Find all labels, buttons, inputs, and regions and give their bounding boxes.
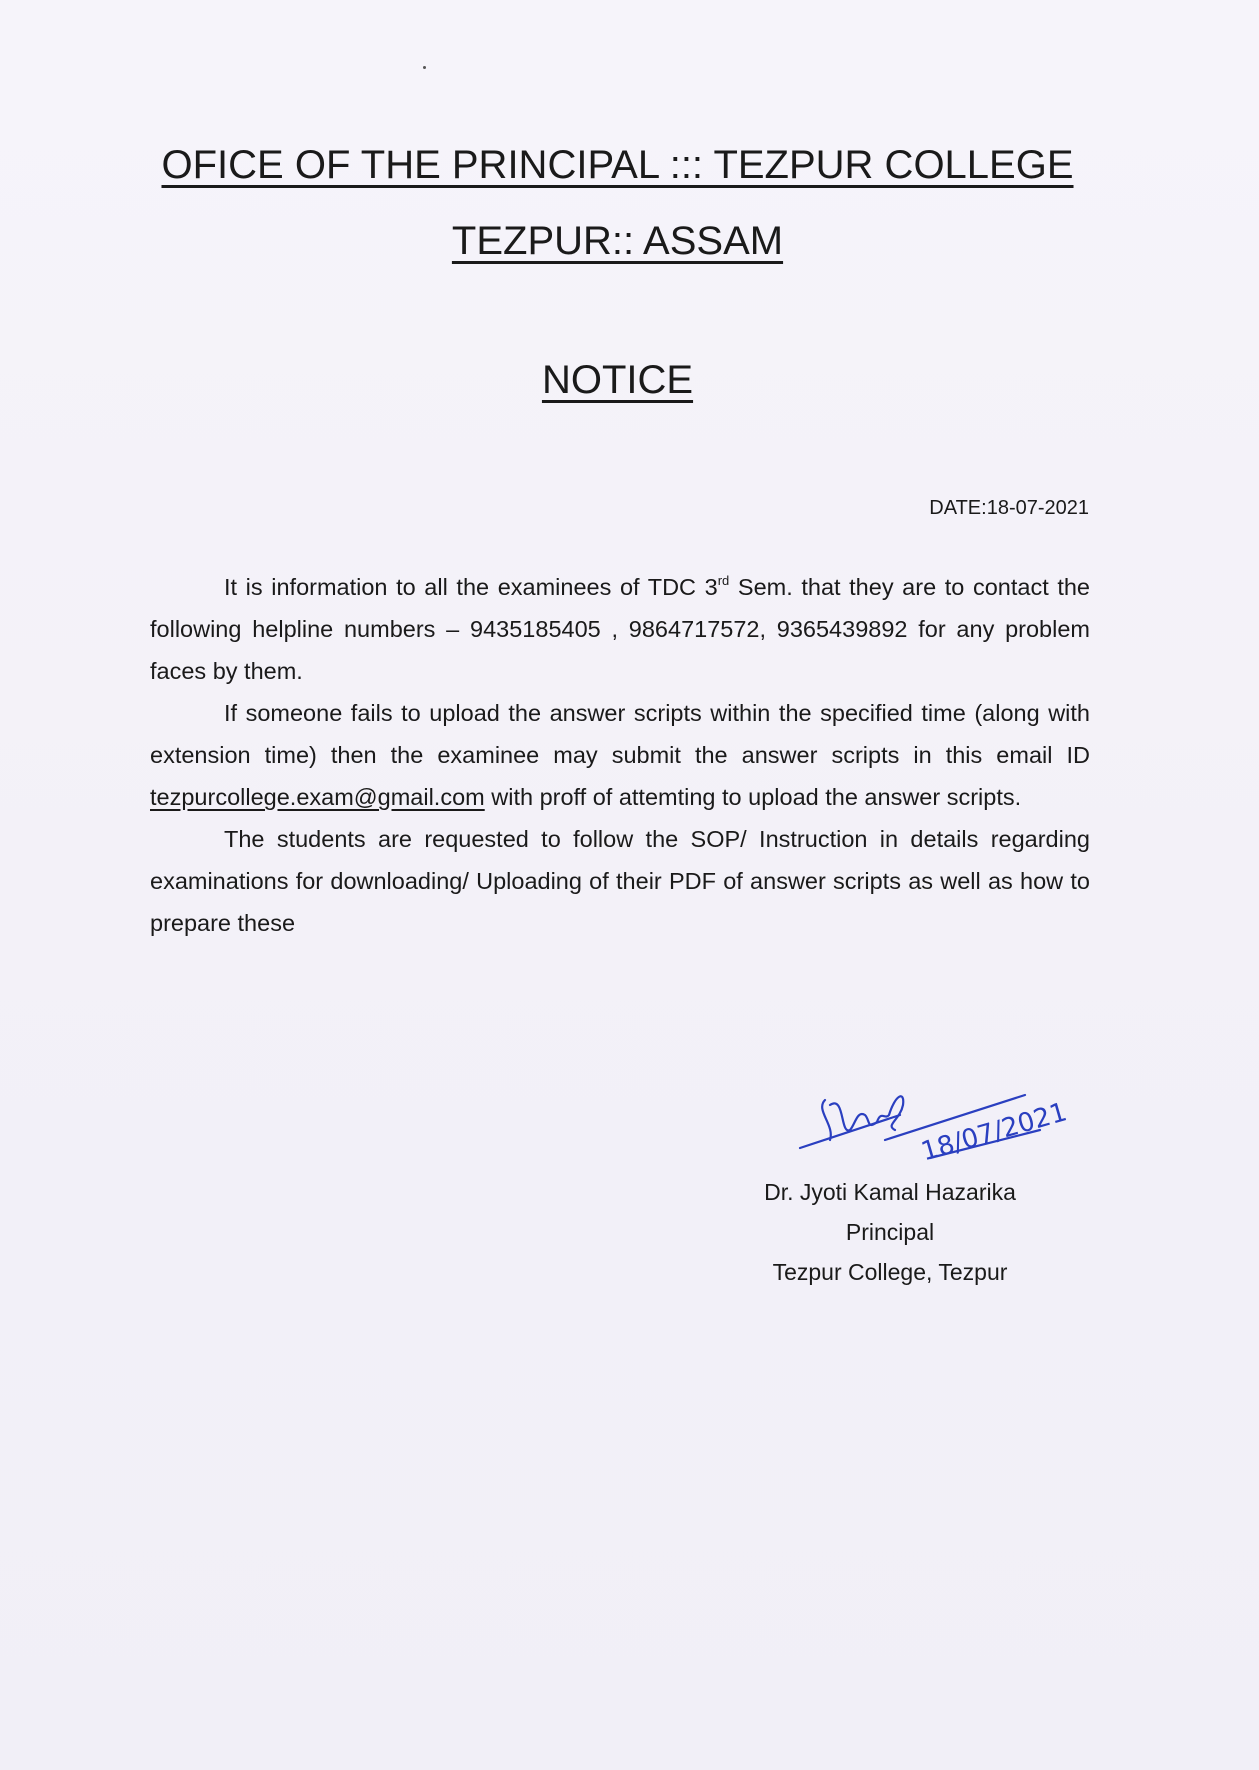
paragraph-text: with proff of attemting to upload the answer scripts.: [484, 784, 1022, 810]
header-line-2: TEZPUR:: ASSAM: [451, 219, 784, 263]
paragraph-email: [150, 692, 1090, 818]
paragraph-text: It is information to all the examinees of TDC 3: [224, 574, 718, 600]
header-line-1: OFICE OF THE PRINCIPAL ::: TEZPUR COLLEGE: [161, 143, 1074, 187]
scan-speck: [423, 66, 426, 69]
handwritten-signature: [785, 1070, 1071, 1180]
paragraph-text: If someone fails to upload the answer scripts within the specified time (along with extension time) then the examinee may submit the answer scripts in this email ID: [150, 700, 1090, 768]
notice-body: [150, 566, 1090, 944]
signatory-name: Dr. Jyoti Kamal Hazarika: [764, 1179, 1016, 1205]
signatory-institution: Tezpur College, Tezpur: [772, 1259, 1008, 1285]
signature-stroke: [800, 1115, 900, 1148]
notice-title: NOTICE: [541, 358, 694, 402]
paragraph-helpline: [150, 566, 1090, 692]
signatory-designation: Principal: [845, 1219, 935, 1245]
signatory-block: [720, 1172, 1060, 1292]
ordinal-superscript: rd: [717, 573, 730, 588]
email-link[interactable]: tezpurcollege.exam@gmail.com: [150, 784, 485, 810]
notice-date: DATE:18-07-2021: [929, 497, 1089, 519]
signature-date: 18/07/2021: [917, 1097, 1071, 1168]
paragraph-sop: The students are requested to follow the SOP/ Instruction in details regarding examinations for downloading/ Uploading of their PDF of answer scripts as well as how to prepare these: [150, 826, 1090, 936]
paragraph-text: Sem. that they are to contact the following helpline numbers – 9435185405 , 9864717572, 9365439892 for any problem faces by them.: [150, 574, 1090, 684]
